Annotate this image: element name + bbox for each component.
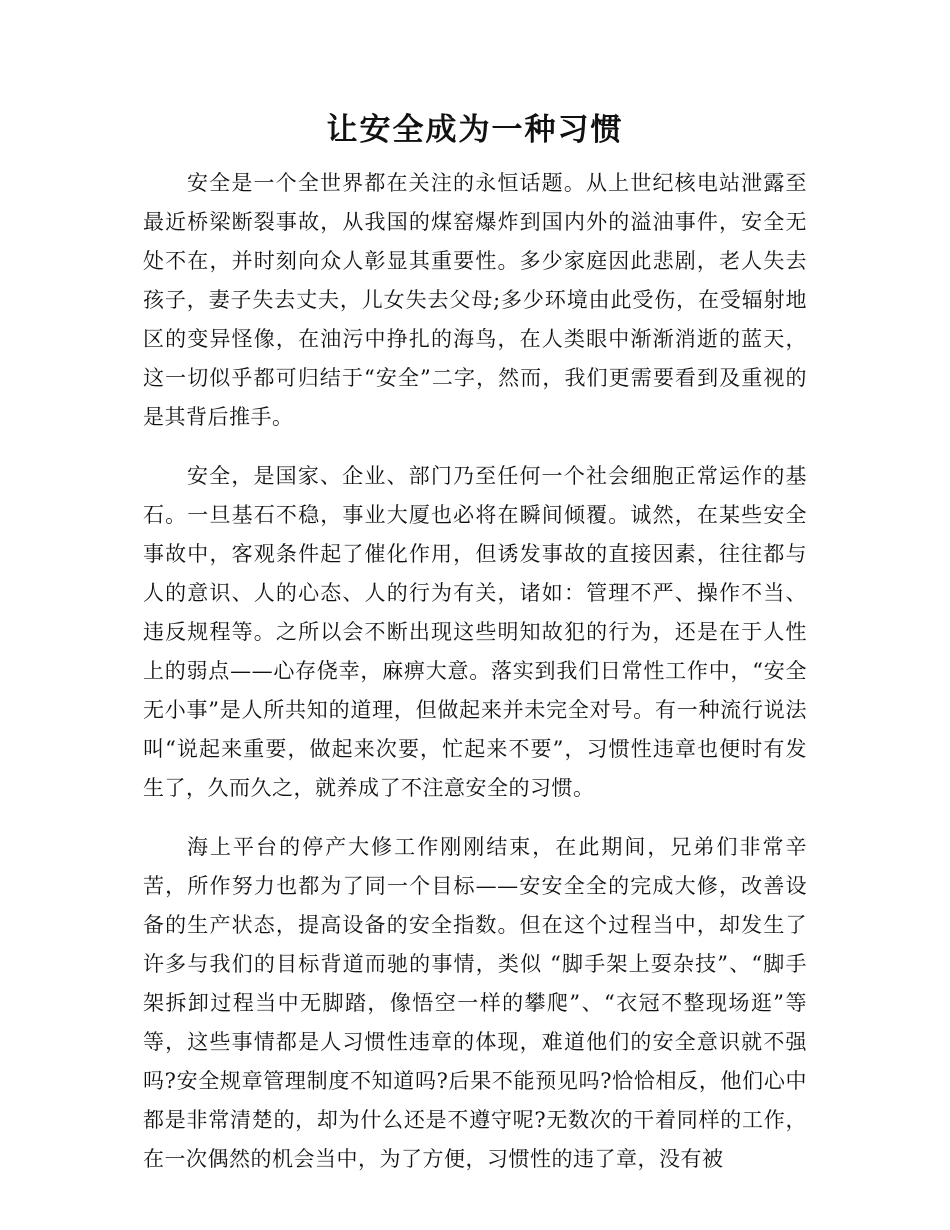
paragraph: 安全，是国家、企业、部门乃至任何一个社会细胞正常运作的基石。一旦基石不稳，事业大厦也必将在瞬间倾覆。诚然，在某些安全事故中，客观条件起了催化作用，但诱发事故的直接因素，往往都与人的意识、人的心态、人的行为有关，诸如：管理不严、操作不当、违反规程等。之所以会不断出现这些明知故犯的行为，还是在于人性上的弱点——心存侥幸，麻痹大意。落实到我们日常性工作中，“安全无小事”是人所共知的道理，但做起来并未完全对号。有一种流行说法叫“说起来重要，做起来次要，忙起来不要”，习惯性违章也便时有发生了，久而久之，就养成了不注意安全的习惯。 <box>143 464 807 800</box>
document-body <box>143 164 807 1199</box>
document-title: 让安全成为一种习惯 <box>326 112 624 148</box>
paragraph: 安全是一个全世界都在关注的永恒话题。从上世纪核电站泄露至最近桥梁断裂事故，从我国的煤窑爆炸到国内外的溢油事件，安全无处不在，并时刻向众人彰显其重要性。多少家庭因此悲剧，老人失去孩子，妻子失去丈夫，儿女失去父母;多少环境由此受伤，在受辐射地区的变异怪像，在油污中挣扎的海鸟，在人类眼中渐渐消逝的蓝天，这一切似乎都可归结于“安全”二字，然而，我们更需要看到及重视的是其背后推手。 <box>143 171 807 429</box>
paragraph: 海上平台的停产大修工作刚刚结束，在此期间，兄弟们非常辛苦，所作努力也都为了同一个目标——安安全全的完成大修，改善设备的生产状态，提高设备的安全指数。但在这个过程当中，却发生了许多与我们的目标背道而驰的事情，类似 “脚手架上耍杂技”、“脚手架拆卸过程当中无脚踏，像悟空一样的攀爬”、“衣冠不整现场逛”等等，这些事情都是人习惯性违章的体现，难道他们的安全意识就不强吗?安全规章管理制度不知道吗?后果不能预见吗?恰恰相反，他们心中都是非常清楚的，却为什么还是不遵守呢?无数次的干着同样的工作，在一次偶然的机会当中，为了方便，习惯性的违了章，没有被 <box>143 835 807 1171</box>
